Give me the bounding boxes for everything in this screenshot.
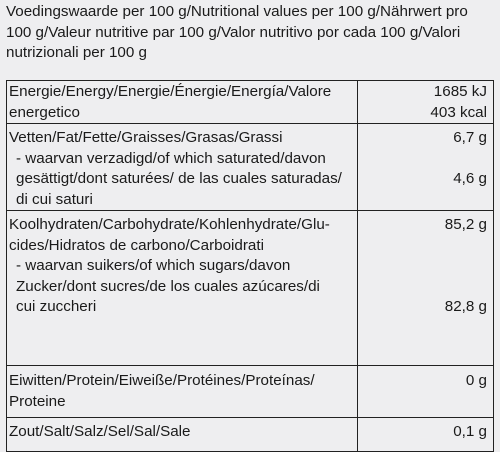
nutrient-name-cell (7, 366, 358, 418)
nutrient-value: 6,7 g (453, 129, 487, 146)
nutrient-name: Vetten/Fat/Fette/Graisses/Grasas/Grassi (9, 129, 283, 146)
nutrient-name: Zout/Salt/Salz/Sel/Sal/Sale (9, 423, 191, 440)
nutrient-name-cell (7, 418, 358, 452)
nutrition-table (6, 80, 494, 452)
nutrition-row-protein (7, 366, 494, 418)
nutrition-row-energy (7, 81, 494, 124)
nutrient-value-cell (358, 124, 494, 211)
sub-nutrient-value: 4,6 g (453, 170, 487, 187)
nutrient-value-cell (358, 211, 494, 366)
nutrient-name: Koolhydraten/Carbohydrate/Kohlenhydrate/Glu- (9, 216, 330, 233)
nutrient-value: 403 kcal (430, 103, 487, 121)
nutrient-name-cell (7, 211, 358, 366)
nutrient-name: energetico (9, 103, 80, 121)
nutrient-value: 0,1 g (453, 423, 487, 440)
nutrient-name-cell (7, 81, 358, 124)
sub-nutrient-name: - waarvan verzadigd/of which saturated/davon (16, 149, 326, 167)
nutrition-row-fat (7, 124, 494, 211)
sub-nutrient-name: gesättigt/dont saturées/ de las cuales saturadas/ (16, 170, 342, 187)
sub-nutrient-name: Zucker/dont sucres/de los cuales azúcares/di (16, 277, 320, 295)
sub-nutrient-value: 82,8 g (444, 298, 487, 315)
heading-line: nutrizionali per 100 g (6, 44, 147, 61)
sub-nutrient-name: - waarvan suikers/of which sugars/davon (16, 257, 291, 274)
nutrient-value: 1685 kJ (433, 83, 487, 100)
nutrition-row-carbohydrate (7, 211, 494, 366)
nutrient-value-cell (358, 366, 494, 418)
heading-line: Voedingswaarde per 100 g/Nutritional values per 100 g/Nährwert pro (6, 3, 468, 20)
nutrition-heading (6, 2, 494, 64)
nutrient-value-cell (358, 418, 494, 452)
nutrient-value: 85,2 g (444, 216, 487, 233)
nutrient-name: Eiwitten/Protein/Eiweiße/Protéines/Proteínas/ (9, 372, 315, 389)
nutrition-row-salt (7, 418, 494, 452)
nutrient-value-cell (358, 81, 494, 124)
nutrient-name: cides/Hidratos de carbono/Carboidrati (9, 236, 264, 254)
heading-line: 100 g/Valeur nutritive par 100 g/Valor nutritivo por cada 100 g/Valori (6, 23, 461, 41)
sub-nutrient-name: di cui saturi (16, 190, 93, 208)
nutrient-value: 0 g (465, 372, 487, 389)
nutrient-name-cell (7, 124, 358, 211)
nutrient-name: Energie/Energy/Energie/Énergie/Energía/Valore (9, 83, 332, 100)
sub-nutrient-name: cui zuccheri (16, 298, 97, 315)
nutrient-name: Proteine (9, 392, 66, 410)
nutrition-label (6, 0, 496, 449)
